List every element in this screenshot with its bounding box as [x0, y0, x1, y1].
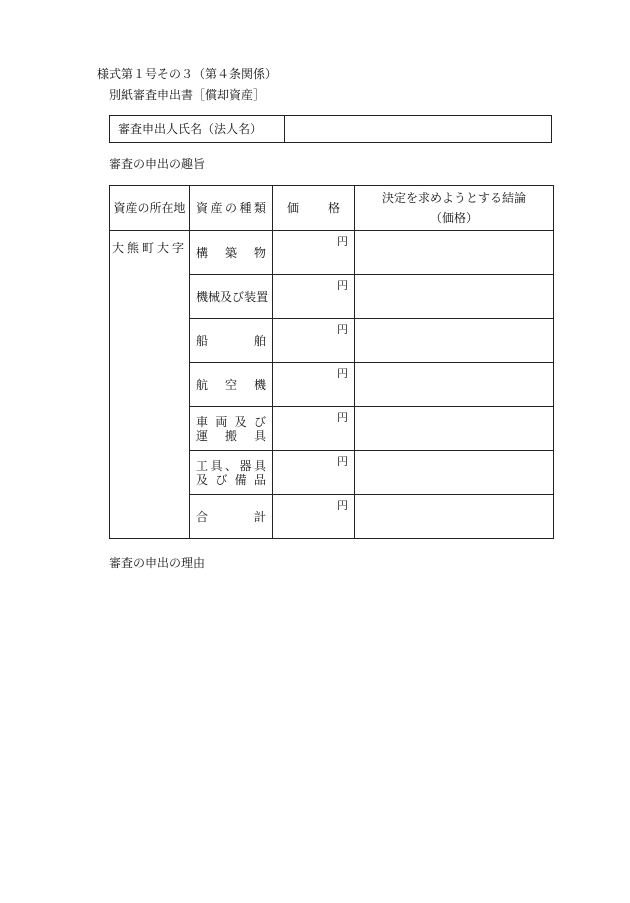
asset-type-line1: 機 械 及 び 装 置	[196, 289, 269, 304]
asset-type-cell	[190, 363, 273, 407]
asset-type-cell	[190, 407, 273, 451]
asset-type-cell	[190, 451, 273, 495]
asset-type-cell	[190, 495, 273, 539]
conclusion-cell[interactable]	[355, 319, 554, 363]
asset-type-line1: 構 築 物	[196, 245, 266, 260]
applicant-name-box	[109, 115, 552, 143]
conclusion-cell[interactable]	[355, 275, 554, 319]
conclusion-cell[interactable]	[355, 231, 554, 275]
yen-unit: 円	[337, 235, 348, 248]
table-row	[110, 231, 554, 275]
asset-type-line1: 工 具 、 器 具	[196, 458, 266, 473]
column-header-location-text: 資産の所在地	[113, 201, 186, 215]
price-cell[interactable]	[273, 407, 355, 451]
conclusion-cell[interactable]	[355, 495, 554, 539]
conclusion-cell[interactable]	[355, 363, 554, 407]
purpose-heading: 審査の申出の趣旨	[109, 157, 206, 171]
yen-unit: 円	[337, 367, 348, 380]
conclusion-cell[interactable]	[355, 407, 554, 451]
form-number-label: 様式第１号その３（第４条関係）	[97, 67, 278, 81]
column-header-type-text: 資 産 の 種 類	[196, 201, 266, 215]
asset-type-line1: 合 計	[196, 509, 266, 524]
price-cell[interactable]	[273, 451, 355, 495]
asset-type-line2: 運 搬 具	[196, 428, 266, 443]
price-cell[interactable]	[273, 319, 355, 363]
asset-table-body	[110, 231, 554, 539]
applicant-name-label: 審査申出人氏名（法人名）	[118, 122, 263, 136]
price-cell[interactable]	[273, 231, 355, 275]
column-header-price	[273, 186, 355, 231]
asset-type-cell	[190, 231, 273, 275]
yen-unit: 円	[337, 279, 348, 292]
asset-type-cell	[190, 319, 273, 363]
price-cell[interactable]	[273, 495, 355, 539]
asset-type-line1: 航 空 機	[196, 377, 266, 392]
yen-unit: 円	[337, 323, 348, 336]
asset-type-cell	[190, 275, 273, 319]
price-cell[interactable]	[273, 363, 355, 407]
column-header-conclusion	[355, 186, 554, 231]
column-header-price-text: 価 格	[287, 201, 340, 215]
applicant-divider	[284, 116, 285, 142]
reason-heading: 審査の申出の理由	[109, 556, 206, 570]
yen-unit: 円	[337, 499, 348, 512]
yen-unit: 円	[337, 455, 348, 468]
asset-table	[109, 185, 554, 539]
column-header-conclusion-line1: 決定を求めようとする結論	[381, 191, 526, 205]
asset-type-line1: 船 舶	[196, 333, 266, 348]
yen-unit: 円	[337, 411, 348, 424]
document-subtitle: 別紙審査申出書［償却資産］	[109, 88, 266, 102]
conclusion-cell[interactable]	[355, 451, 554, 495]
asset-type-line1: 車 両 及 び	[196, 414, 266, 429]
column-header-location	[110, 186, 190, 231]
price-cell[interactable]	[273, 275, 355, 319]
asset-type-line2: 及 び 備 品	[196, 472, 266, 487]
column-header-conclusion-line2: （価格）	[429, 211, 478, 225]
location-cell[interactable]	[110, 231, 190, 539]
table-header-row	[110, 186, 554, 231]
column-header-type	[190, 186, 273, 231]
location-value: 大熊町大字	[111, 241, 187, 255]
